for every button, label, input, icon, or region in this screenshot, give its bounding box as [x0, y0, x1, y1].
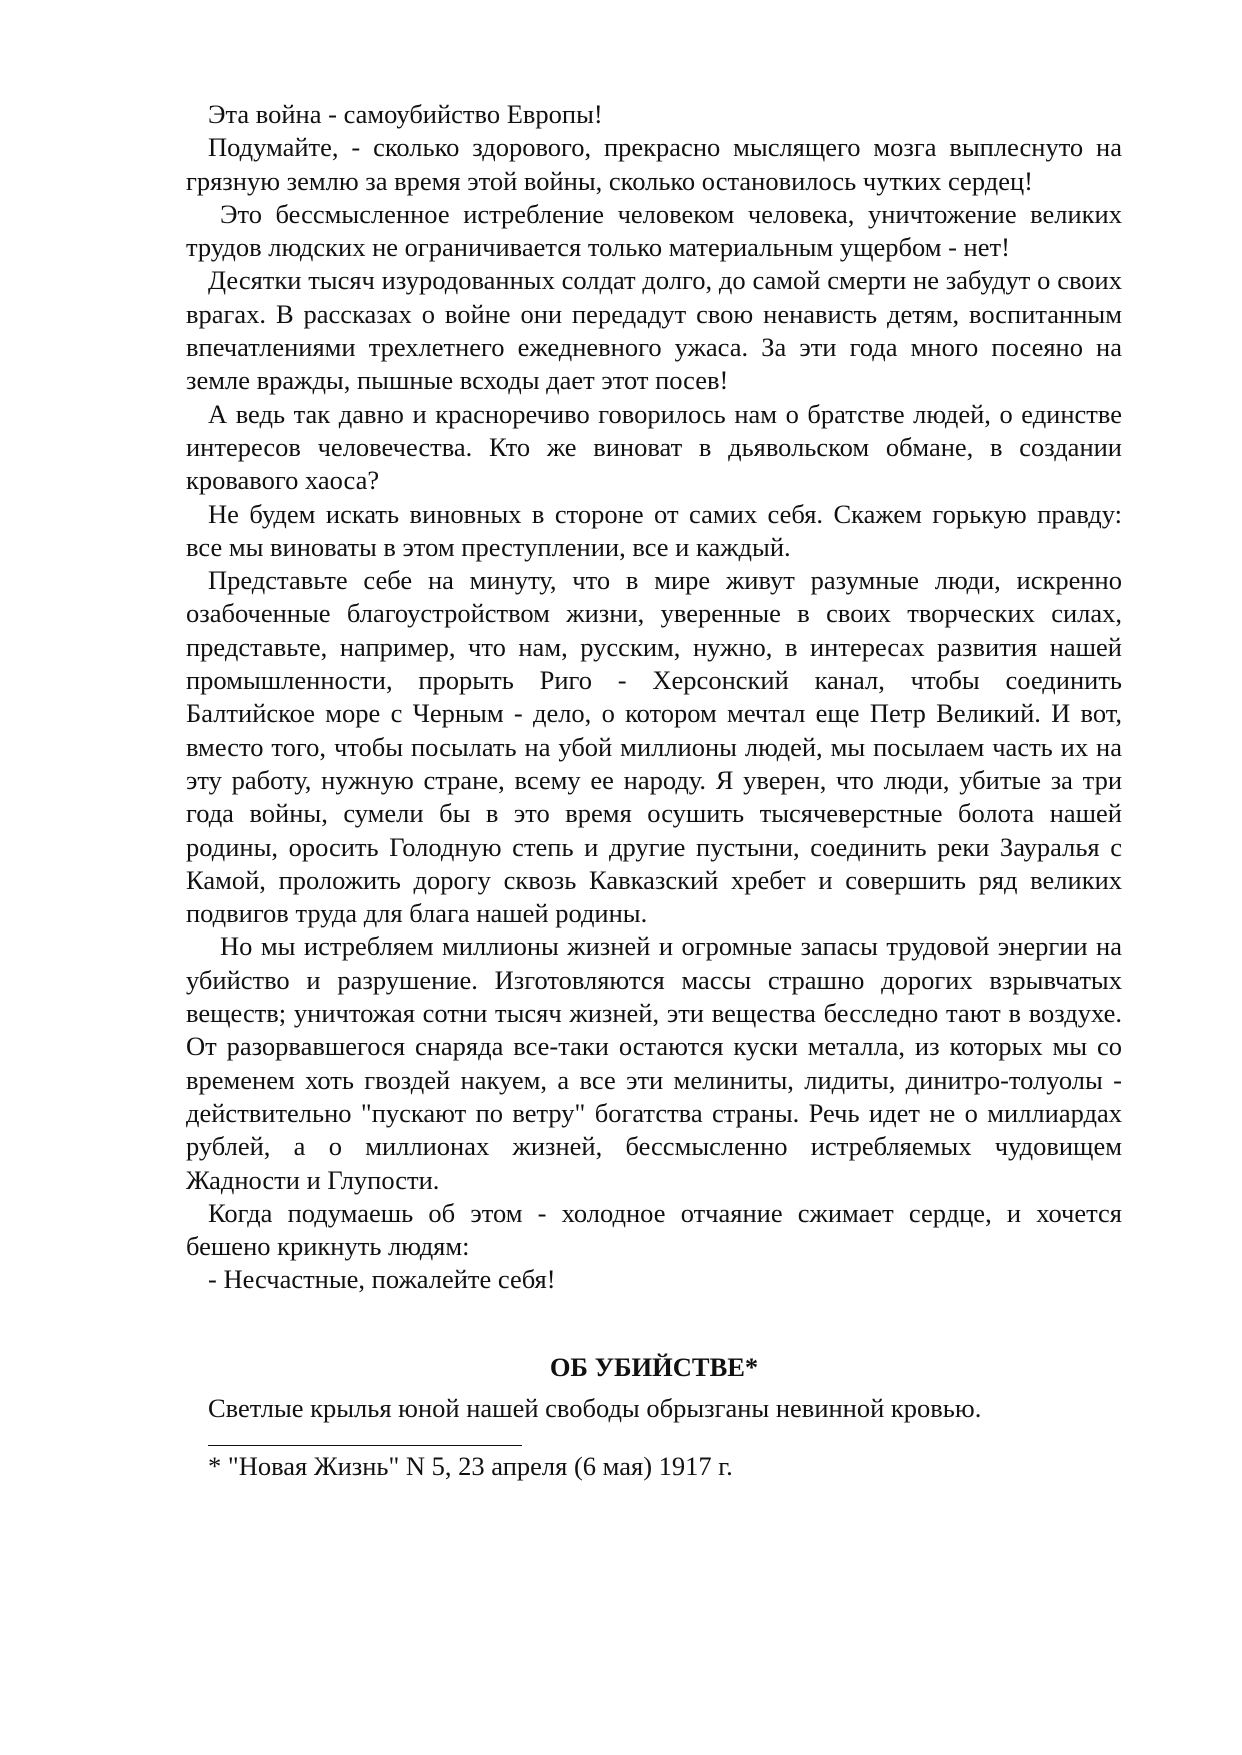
paragraph-1: Эта война - самоубийство Европы! — [208, 99, 603, 129]
document-page — [186, 98, 1122, 1483]
paragraph-3: Это бессмысленное истребление человеком человека, уничтожение великих трудов людских не ограничивается только материальным ущербом - нет! — [186, 198, 1122, 263]
footnote-divider — [208, 1445, 522, 1446]
paragraph-5: А ведь так давно и красноречиво говорилось нам о братстве людей, о единстве интересов человечества. Кто же виноват в дьявольском обмане, в создании кровавого хаоса? — [186, 398, 1122, 496]
paragraph-7: Представьте себе на минуту, что в мире живут разумные люди, искренно озабоченные благоустройством жизни, уверенные в своих творческих силах, представьте, например, что нам, русским, нужно, в интересах развития нашей промышленности, прорыть Риго - Херсонский канал, чтобы соединить Балтийское море с Черным - дело, о котором мечтал еще Петр Великий. И вот, вместо того, чтобы посылать на убой миллионы людей, мы посылаем часть их на эту работу, нужную стране, всему ее народу. Я уверен, что люди, убитые за три года войны, сумели бы в это время осушить тысячеверстные болота нашей родины, оросить Голодную степь и другие пустыни, соединить реки Зауралья с Камой, проложить дорогу сквозь Кавказский хребет и совершить ряд великих подвигов труда для блага нашей родины. — [186, 565, 1122, 929]
paragraph-9: Когда подумаешь об этом - холодное отчаяние сжимает сердце, и хочется бешено крикнуть людям: — [186, 1197, 1122, 1262]
paragraph-10: - Несчастные, пожалейте себя! — [208, 1264, 556, 1295]
paragraph-2: Подумайте, - сколько здорового, прекрасно мыслящего мозга выплеснуто на грязную землю за время этой войны, сколько остановилось чутких сердец! — [186, 132, 1122, 196]
section-title: ОБ УБИЙСТВЕ* — [549, 1351, 759, 1382]
paragraph-8: Но мы истребляем миллионы жизней и огромные запасы трудовой энергии на убийство и разрушение. Изготовляются массы страшно дорогих взрывчатых веществ; уничтожая сотни тысяч жизней, эти вещества бесследно тают в воздухе. От разорвавшегося снаряда все-таки остаются куски металла, из которых мы со временем хоть гвоздей накуем, а все эти мелиниты, лидиты, динитро-толуолы - действительно "пускают по ветру" богатства страны. Речь идет не о миллиардах рублей, а о миллионах жизней, бессмысленно истребляемых чудовищем Жадности и Глупости. — [186, 931, 1122, 1195]
footnote: * "Новая Жизнь" N 5, 23 апреля (6 мая) 1917 г. — [208, 1450, 733, 1481]
paragraph-6: Не будем искать виновных в стороне от самих себя. Скажем горькую правду: все мы виноваты в этом преступлении, все и каждый. — [186, 498, 1122, 562]
section-first-paragraph: Светлые крылья юной нашей свободы обрызганы невинной кровью. — [208, 1392, 982, 1423]
paragraph-4: Десятки тысяч изуродованных солдат долго, до самой смерти не забудут о своих врагах. В рассказах о войне они передадут свою ненависть детям, воспитанным впечатлениями трехлетнего ежедневного ужаса. За эти года много посеяно на земле вражды, пышные всходы дает этот посев! — [186, 265, 1122, 396]
